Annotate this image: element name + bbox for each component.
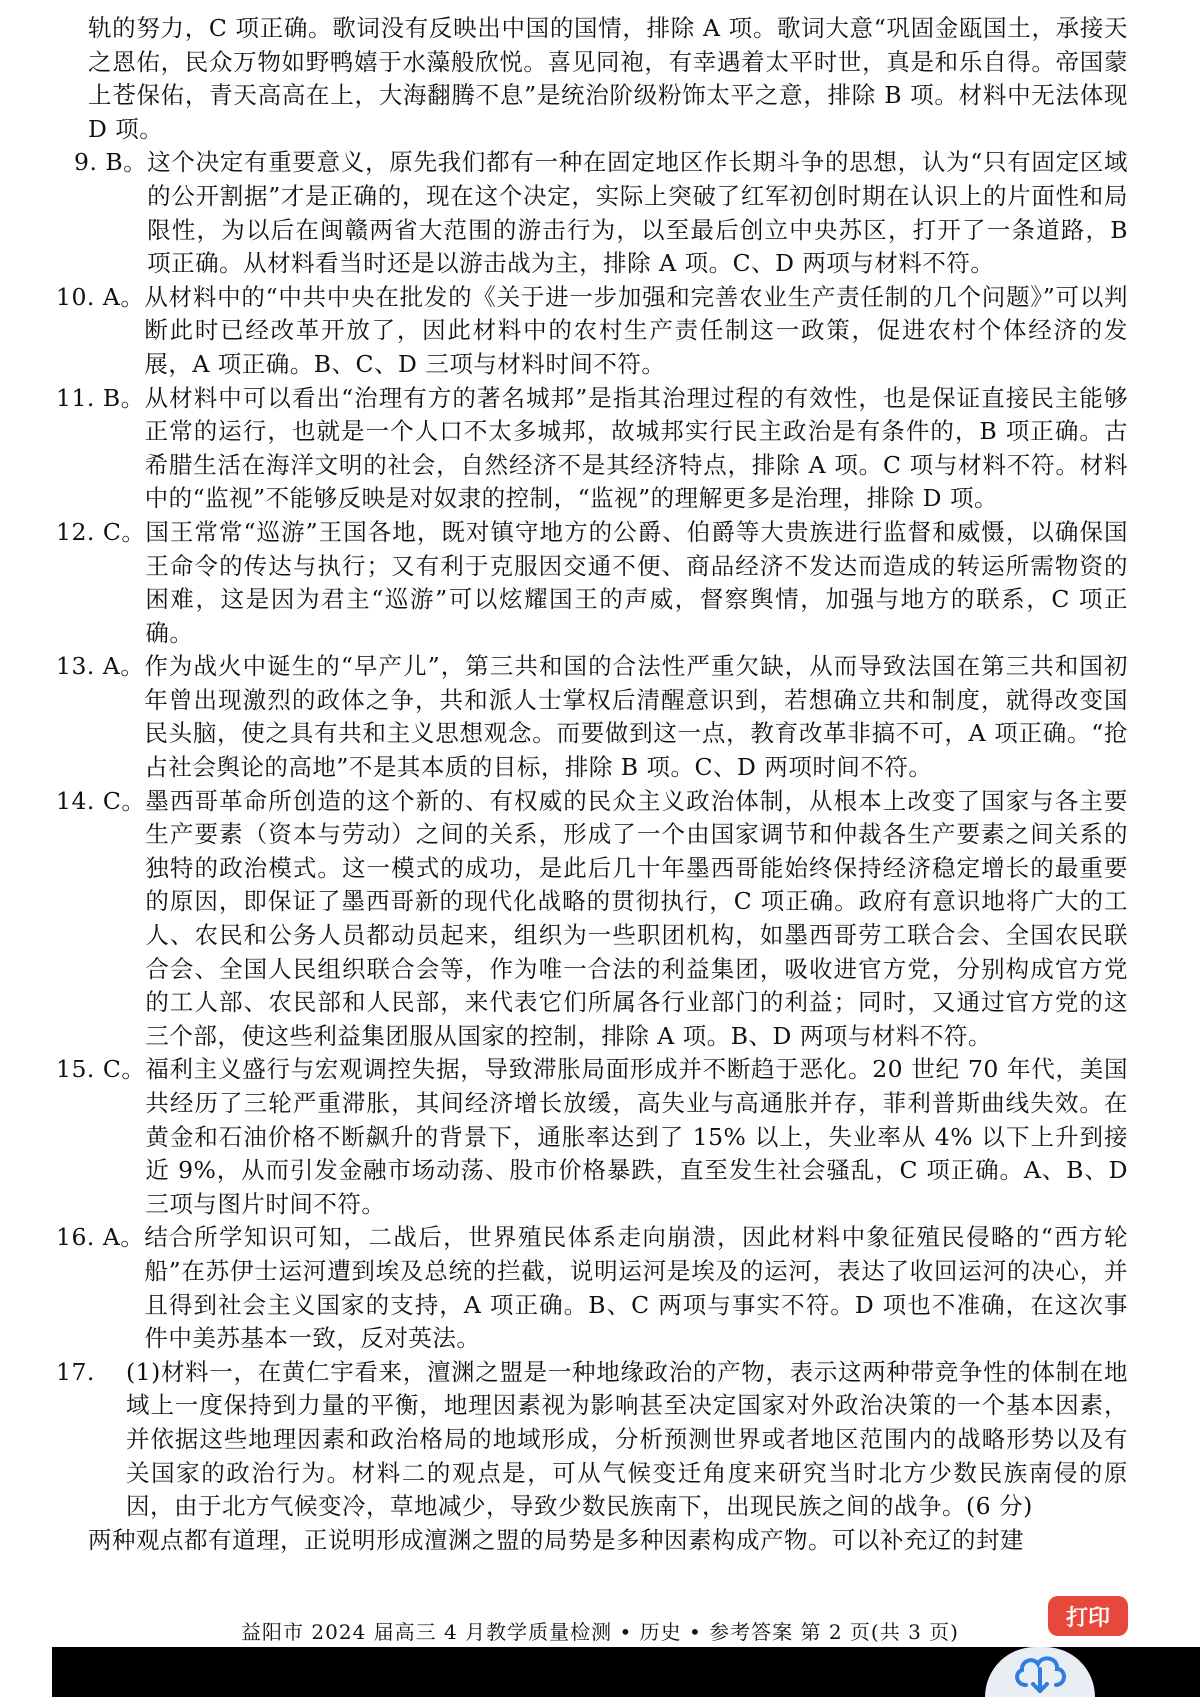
- answer-text: 从材料中可以看出“治理有方的著名城邦”是指其治理过程的有效性，也是保证直接民主能够正常的运行，也就是一个人口不太多城邦，故城邦实行民主政治是有条件的，B 项正确。古希腊生活在海洋文明的社会，自然经济不是其经济特点，排除 A 项。C 项与材料不符。材料中的“监视”不能够反映是对奴隶的控制，“监视”的理解更多是治理，排除 D 项。: [144, 383, 1128, 513]
- answer-number: 15. C。: [56, 1055, 146, 1084]
- answer-text: 结合所学知识可知，二战后，世界殖民体系走向崩溃，因此材料中象征殖民侵略的“西方轮船”在苏伊士运河遭到埃及总统的拦截，说明运河是埃及的运河，表达了收回运河的决心，并且得到社会主义国家的支持，A 项正确。B、C 两项与事实不符。D 项也不准确，在这次事件中美苏基本一致，反对英法。: [144, 1223, 1128, 1353]
- answer-number: 12. C。: [56, 517, 146, 546]
- answer-number: 16. A。: [56, 1223, 145, 1252]
- answer-item-14: [56, 785, 1128, 1054]
- page-footer: 益阳市 2024 届高三 4 月教学质量检测 • 历史 • 参考答案 第 2 页(共 3 页): [241, 1620, 959, 1644]
- answer-text: 这个决定有重要意义，原先我们都有一种在固定地区作长期斗争的思想，认为“只有固定区域的公开割据”才是正确的，现在这个决定，实际上突破了红军初创时期在认识上的片面性和局限性，为以后在闽赣两省大范围的游击行为，以至最后创立中央苏区，打开了一条道路，B 项正确。从材料看当时还是以游击战为主，排除 A 项。C、D 两项与材料不符。: [147, 148, 1128, 278]
- answer-17-continuation: 两种观点都有道理，正说明形成澶渊之盟的局势是多种因素构成产物。可以补充辽的封建: [88, 1525, 1024, 1554]
- answer-item-12: [56, 516, 1128, 650]
- answer-item-16: [56, 1221, 1128, 1355]
- answer-number: 14. C。: [56, 786, 146, 815]
- answer-number: 11. B。: [56, 383, 145, 412]
- answer-text: 国王常常“巡游”王国各地，既对镇守地方的公爵、伯爵等大贵族进行监督和威慑，以确保国王命令的传达与执行；又有利于克服因交通不便、商品经济不发达而造成的转运所需物资的困难，这是因为君主“巡游”可以炫耀国王的声威，督察舆情，加强与地方的联系，C 项正确。: [145, 517, 1128, 647]
- print-button[interactable]: 打印: [1048, 1596, 1128, 1636]
- answer-number: 17.: [56, 1357, 95, 1386]
- answer-text: 福利主义盛行与宏观调控失据，导致滞胀局面形成并不断趋于恶化。20 世纪 70 年代，美国共经历了三轮严重滞胀，其间经济增长放缓，高失业与高通胀并存，菲利普斯曲线失效。在黄金和石油价格不断飙升的背景下，通胀率达到了 15% 以上，失业率从 4% 以下上升到接近 9%，从而引发金融市场动荡、股市价格暴跌，直至发生社会骚乱，C 项正确。A、B、D 三项与图片时间不符。: [145, 1055, 1128, 1218]
- answer-text: 墨西哥革命所创造的这个新的、有权威的民众主义政治体制，从根本上改变了国家与各主要生产要素（资本与劳动）之间的关系，形成了一个由国家调节和仲裁各生产要素之间关系的独特的政治模式。这一模式的成功，是此后几十年墨西哥能始终保持经济稳定增长的最重要的原因，即保证了墨西哥新的现代化战略的贯彻执行，C 项正确。政府有意识地将广大的工人、农民和公务人员都动员起来，组织为一些职团机构，如墨西哥劳工联合会、全国农民联合会、全国人民组织联合会等，作为唯一合法的利益集团，吸收进官方党，分别构成官方党的工人部、农民部和人民部，来代表它们所属各行业部门的利益；同时，又通过官方党的这三个部，使这些利益集团服从国家的控制，排除 A 项。B、D 两项与材料不符。: [145, 786, 1128, 1050]
- answer-text: 作为战火中诞生的“早产儿”，第三共和国的合法性严重欠缺，从而导致法国在第三共和国初年曾出现激烈的政体之争，共和派人士掌权后清醒意识到，若想确立共和制度，就得改变国民头脑，使之具有共和主义思想观念。而要做到这一点，教育改革非搞不可，A 项正确。“抢占社会舆论的高地”不是其本质的目标，排除 B 项。C、D 两项时间不符。: [144, 652, 1128, 782]
- answer-item-13: [56, 650, 1128, 784]
- answer-text: (1)材料一，在黄仁宇看来，澶渊之盟是一种地缘政治的产物，表示这两种带竞争性的体制在地域上一度保持到力量的平衡，地理因素视为影响甚至决定国家对外政治决策的一个基本因素，并依据这些地理因素和政治格局的地域形成，分析预测世界或者地区范围内的战略形势以及有关国家的政治行为。材料二的观点是，可从气候变迁角度来研究当时北方少数民族南侵的原因，由于北方气候变冷，草地减少，导致少数民族南下，出现民族之间的战争。(6 分): [126, 1357, 1128, 1521]
- answer-text: 从材料中的“中共中央在批发的《关于进一步加强和完善农业生产责任制的几个问题》”可以判断此时已经改革开放了，因此材料中的农村生产责任制这一政策，促进农村个体经济的发展，A 项正确。B、C、D 三项与材料时间不符。: [144, 282, 1128, 378]
- continuation-paragraph: 轨的努力，C 项正确。歌词没有反映出中国的国情，排除 A 项。歌词大意“巩固金瓯国土，承接天之恩佑，民众万物如野鸭嬉于水藻般欣悦。喜见同袍，有幸遇着太平时世，真是和乐自得。帝国蒙上苍保佑，青天高高在上，大海翻腾不息”是统治阶级粉饰太平之意，排除 B 项。材料中无法体现 D 项。: [88, 14, 1128, 143]
- answer-number: 13. A。: [56, 652, 145, 681]
- answer-item-9: [74, 146, 1128, 280]
- answer-item-17: [56, 1356, 1128, 1524]
- answer-item-15: [56, 1053, 1128, 1221]
- answer-number: 9. B。: [74, 148, 148, 177]
- answer-item-11: [56, 382, 1128, 516]
- answer-content: [56, 12, 1128, 1557]
- cloud-download-icon-svg: [1010, 1647, 1070, 1693]
- answer-number: 10. A。: [56, 282, 145, 311]
- answer-item-10: [56, 281, 1128, 382]
